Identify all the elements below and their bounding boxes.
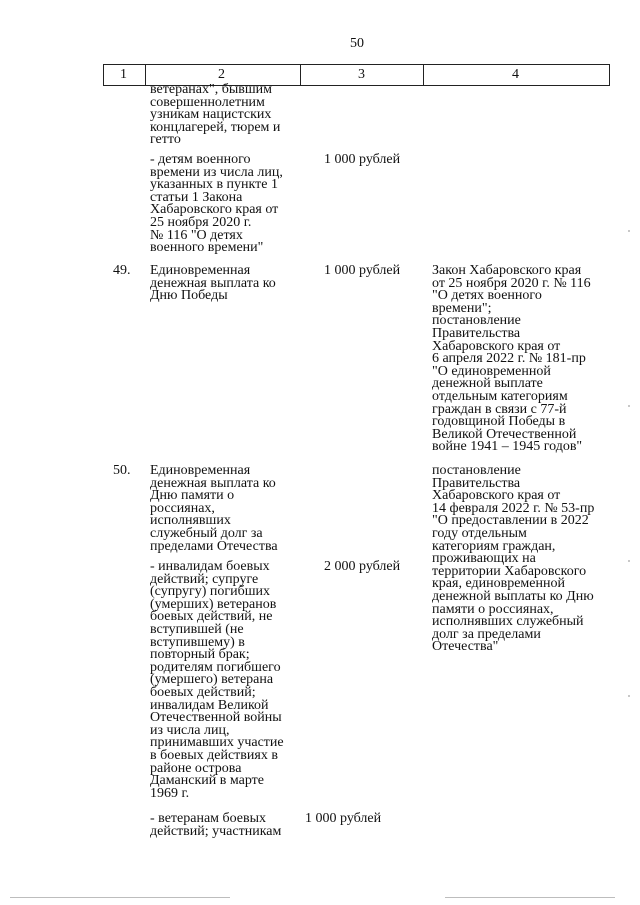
row-2-number: 49. <box>113 263 131 278</box>
header-divider-2 <box>300 64 301 86</box>
row-0-description: ветеранах", бывшим совершеннолетним узникам нацистских концлагерей, тюрем и гетто <box>150 82 281 148</box>
header-divider-3 <box>423 64 424 86</box>
row-2-amount: 1 000 рублей <box>324 263 401 278</box>
header-col-1: 1 <box>120 67 127 82</box>
header-col-2: 2 <box>218 67 225 82</box>
header-divider-1 <box>145 64 146 86</box>
row-4-amount: 2 000 рублей <box>324 559 401 574</box>
row-3-basis: постановление Правительства Хабаровского края от 14 февраля 2022 г. № 53-пр "О предоставлении в 2022 году отдельным категориям граждан, проживающих на территории Хабаровского края, единовременной денежной выплаты ко Дню памяти о россиянах, исполнявших служебный долг за пределами Отечества" <box>432 463 595 655</box>
scan-dot-3 <box>628 560 630 562</box>
scan-edge-mark-left <box>10 897 230 898</box>
header-top-border <box>103 64 610 65</box>
row-2-description: Единовременная денежная выплата ко Дню Победы <box>150 263 276 304</box>
scan-dot-4 <box>628 695 630 697</box>
scan-dot-2 <box>628 405 630 407</box>
row-1-amount: 1 000 рублей <box>324 152 401 167</box>
row-2-basis: Закон Хабаровского края от 25 ноября 2020 г. № 116 "О детях военного времени"; постановление Правительства Хабаровского края от 6 апреля 2022 г. № 181-пр "О единовременной денежной выплате отдельным категориям граждан в связи с 77-й годовщиной Победы в Великой Отечественной войне 1941 – 1945 годов" <box>432 263 591 455</box>
row-3-description: Единовременная денежная выплата ко Дню памяти о россиянах, исполнявших служебный долг за пределами Отечества <box>150 463 278 554</box>
row-1-description: - детям военного времени из числа лиц, указанных в пункте 1 статьи 1 Закона Хабаровского края от 25 ноября 2020 г. № 116 "О детях военного времени" <box>150 152 283 256</box>
header-col-4: 4 <box>512 67 519 82</box>
header-left-border <box>103 64 104 86</box>
scan-edge-mark-right <box>445 897 615 898</box>
header-right-border <box>609 64 610 86</box>
scan-dot-1 <box>628 230 630 232</box>
row-5-amount: 1 000 рублей <box>305 811 382 826</box>
row-5-description: - ветеранам боевых действий; участникам <box>150 811 282 839</box>
header-col-3: 3 <box>358 67 365 82</box>
row-3-number: 50. <box>113 463 131 478</box>
page-number: 50 <box>350 36 364 51</box>
row-4-description: - инвалидам боевых действий; супруге (супругу) погибших (умерших) ветеранов боевых действий, не вступившей (не вступившему) в повторный брак; родителям погибшего (умершего) ветерана боевых действий; инвалидам Великой Отечественной войны из числа лиц, принимавших участие в боевых действиях в районе острова Даманский в марте 1969 г. <box>150 559 284 801</box>
